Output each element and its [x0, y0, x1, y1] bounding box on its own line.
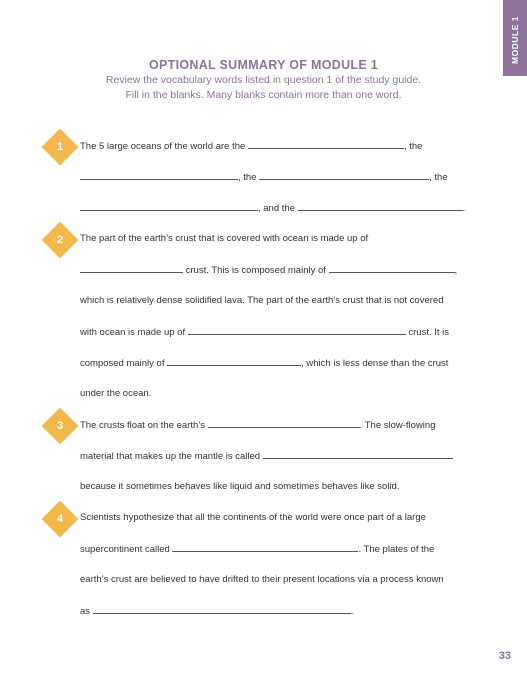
instructions-line-1: Review the vocabulary words listed in question 1 of the study guide. [105, 74, 422, 86]
question-number-1: 1 [56, 141, 64, 153]
question-number-3: 3 [56, 420, 64, 432]
question-2-line-4: with ocean is made up of crust. It is [80, 327, 450, 338]
question-2-line-3: which is relatively dense solidified lava. The part of the earth’s crust that is not covered [80, 295, 444, 306]
blank-field[interactable] [80, 202, 258, 211]
blank-field[interactable] [167, 357, 301, 366]
blank-field[interactable] [248, 140, 404, 149]
question-2-line-1: The part of the earth’s crust that is covered with ocean is made up of [80, 233, 369, 244]
question-number-2: 2 [56, 234, 64, 246]
blank-field[interactable] [188, 326, 406, 335]
blank-field[interactable] [80, 171, 238, 180]
question-4-line-3: earth’s crust are believed to have drifted to their present locations via a process known [80, 574, 444, 585]
blank-field[interactable] [172, 543, 358, 552]
blank-field[interactable] [298, 202, 463, 211]
question-1-line-3: , and the . [80, 202, 465, 215]
question-2-line-5: composed mainly of , which is less dense than the crust [80, 358, 449, 369]
question-4-line-2: supercontinent called . The plates of the [80, 544, 435, 555]
question-1-line-2: , the , the [80, 171, 448, 184]
blank-field[interactable] [93, 605, 351, 614]
page-title: OPTIONAL SUMMARY OF MODULE 1 [148, 58, 378, 72]
question-3-line-1: The crusts float on the earth’s . The slow-flowing [80, 420, 436, 431]
question-1-line-1: The 5 large oceans of the world are the , the [80, 141, 423, 152]
question-2-line-6: under the ocean. [80, 388, 152, 399]
instructions-line-2: Fill in the blanks. Many blanks contain more than one word. [125, 89, 402, 101]
question-4-line-1: Scientists hypothesize that all the continents of the world were once part of a large [80, 512, 426, 523]
question-number-4: 4 [56, 513, 64, 525]
question-3-line-3: because it sometimes behaves like liquid and sometimes behaves like solid. [80, 481, 400, 492]
module-tab-label: MODULE 1 [510, 16, 520, 64]
blank-field[interactable] [263, 450, 453, 459]
blank-field[interactable] [259, 171, 429, 180]
blank-field[interactable] [208, 419, 360, 428]
question-2-line-2: crust. This is composed mainly of , [80, 264, 457, 277]
question-4-line-4: as . [80, 606, 354, 617]
page-number: 33 [498, 650, 511, 662]
blank-field[interactable] [329, 264, 455, 273]
blank-field[interactable] [80, 264, 183, 273]
question-3-line-2: material that makes up the mantle is called [80, 450, 453, 463]
